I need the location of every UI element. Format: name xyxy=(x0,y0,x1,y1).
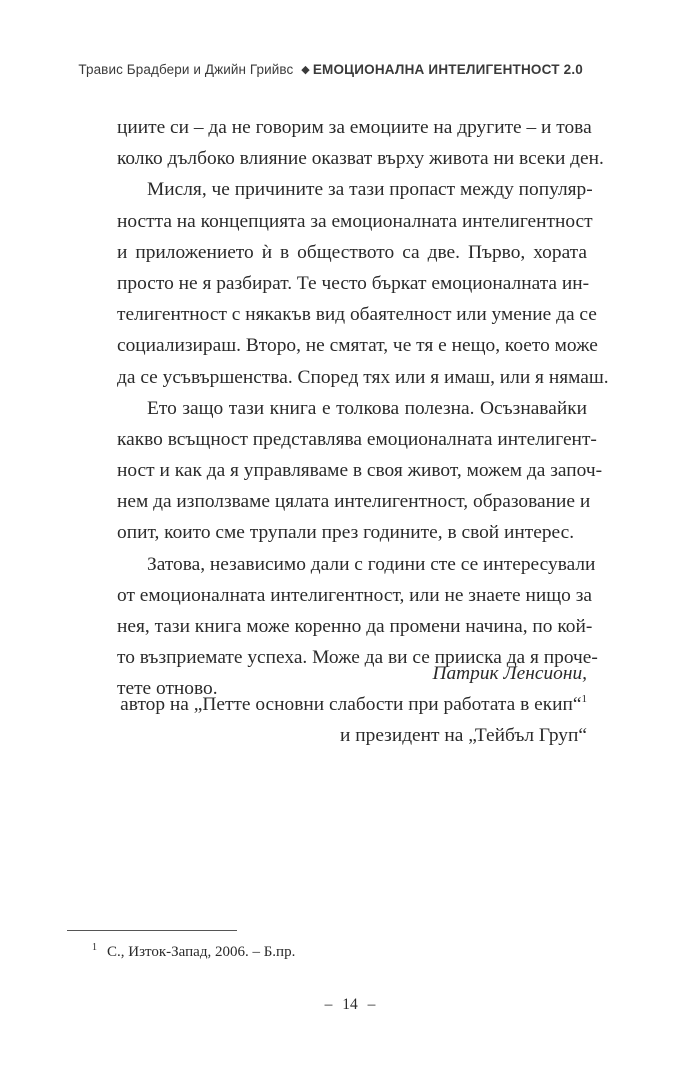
text-line: от емоционалната интелигентност, или не знаете нищо за xyxy=(117,584,592,606)
text-line: циите си – да не говорим за емоциите на другите – и това xyxy=(117,117,592,138)
text-line: Мисля, че причините за тази пропаст между популяр- xyxy=(147,179,593,201)
signature-block xyxy=(120,658,587,752)
text-line: ността на концепцията за емоционалната интелигентност xyxy=(117,210,593,232)
footnote xyxy=(92,944,295,961)
footnote-reference: 1 xyxy=(581,693,587,706)
diamond-separator-icon: ◆ xyxy=(301,64,310,76)
paragraph xyxy=(117,112,604,174)
running-header xyxy=(78,62,583,77)
text-line: нем да използваме цялата интелигентност, образование и xyxy=(117,491,591,513)
footnote-mark: 1 xyxy=(92,942,97,953)
text-line: нея, тази книга може коренно да промени начина, по кой- xyxy=(117,616,593,637)
signature-line-2: и президент на „Тейбъл Груп“ xyxy=(340,725,587,747)
text-line: просто не я разбират. Те често бъркат емоционалната ин- xyxy=(117,272,590,294)
text-line: ност и как да я управляваме в своя живот, можем да започ- xyxy=(117,460,603,482)
text-line: Затова, независимо дали с години сте се интересували xyxy=(147,553,596,575)
header-book-title: ЕМОЦИОНАЛНА ИНТЕЛИГЕНТНОСТ 2.0 xyxy=(312,62,583,77)
header-authors: Травис Брадбери и Джийн Грийвс xyxy=(78,62,294,77)
text-line: да се усъвършенства. Според тях или я имаш, или я нямаш. xyxy=(117,366,609,388)
signature-line-1-text: автор на „Петте основни слабости при работата в екип“ xyxy=(120,694,582,716)
text-line: какво всъщност представлява емоционалната интелигент- xyxy=(117,428,597,450)
text-line: колко дълбоко влияние оказват върху живота ни всеки ден. xyxy=(117,148,604,170)
text-line: телигентност с някакъв вид обаятелност или умение да се xyxy=(117,304,597,326)
text-line: социализираш. Второ, не смятат, че тя е нещо, което може xyxy=(117,335,598,357)
text-line: Ето защо тази книга е толкова полезна. Осъзнавайки xyxy=(147,397,587,419)
footnote-divider xyxy=(67,930,237,931)
signature-name: Патрик Ленсиони, xyxy=(432,663,587,684)
signature-line-1 xyxy=(120,689,587,720)
text-line: и приложението ѝ в обществото са две. Първо, хората xyxy=(117,241,587,263)
footnote-text: С., Изток-Запад, 2006. – Б.пр. xyxy=(107,944,296,960)
page-number: – 14 – xyxy=(324,996,376,1013)
text-line: то възприемате успеха. Може да ви се прииска да я проче- xyxy=(117,647,598,669)
body-text xyxy=(117,112,609,705)
paragraph xyxy=(117,393,603,549)
text-line: тете отново. xyxy=(117,678,218,700)
text-line: опит, които сме трупали през годините, в свой интерес. xyxy=(117,522,575,544)
paragraph xyxy=(117,174,609,392)
